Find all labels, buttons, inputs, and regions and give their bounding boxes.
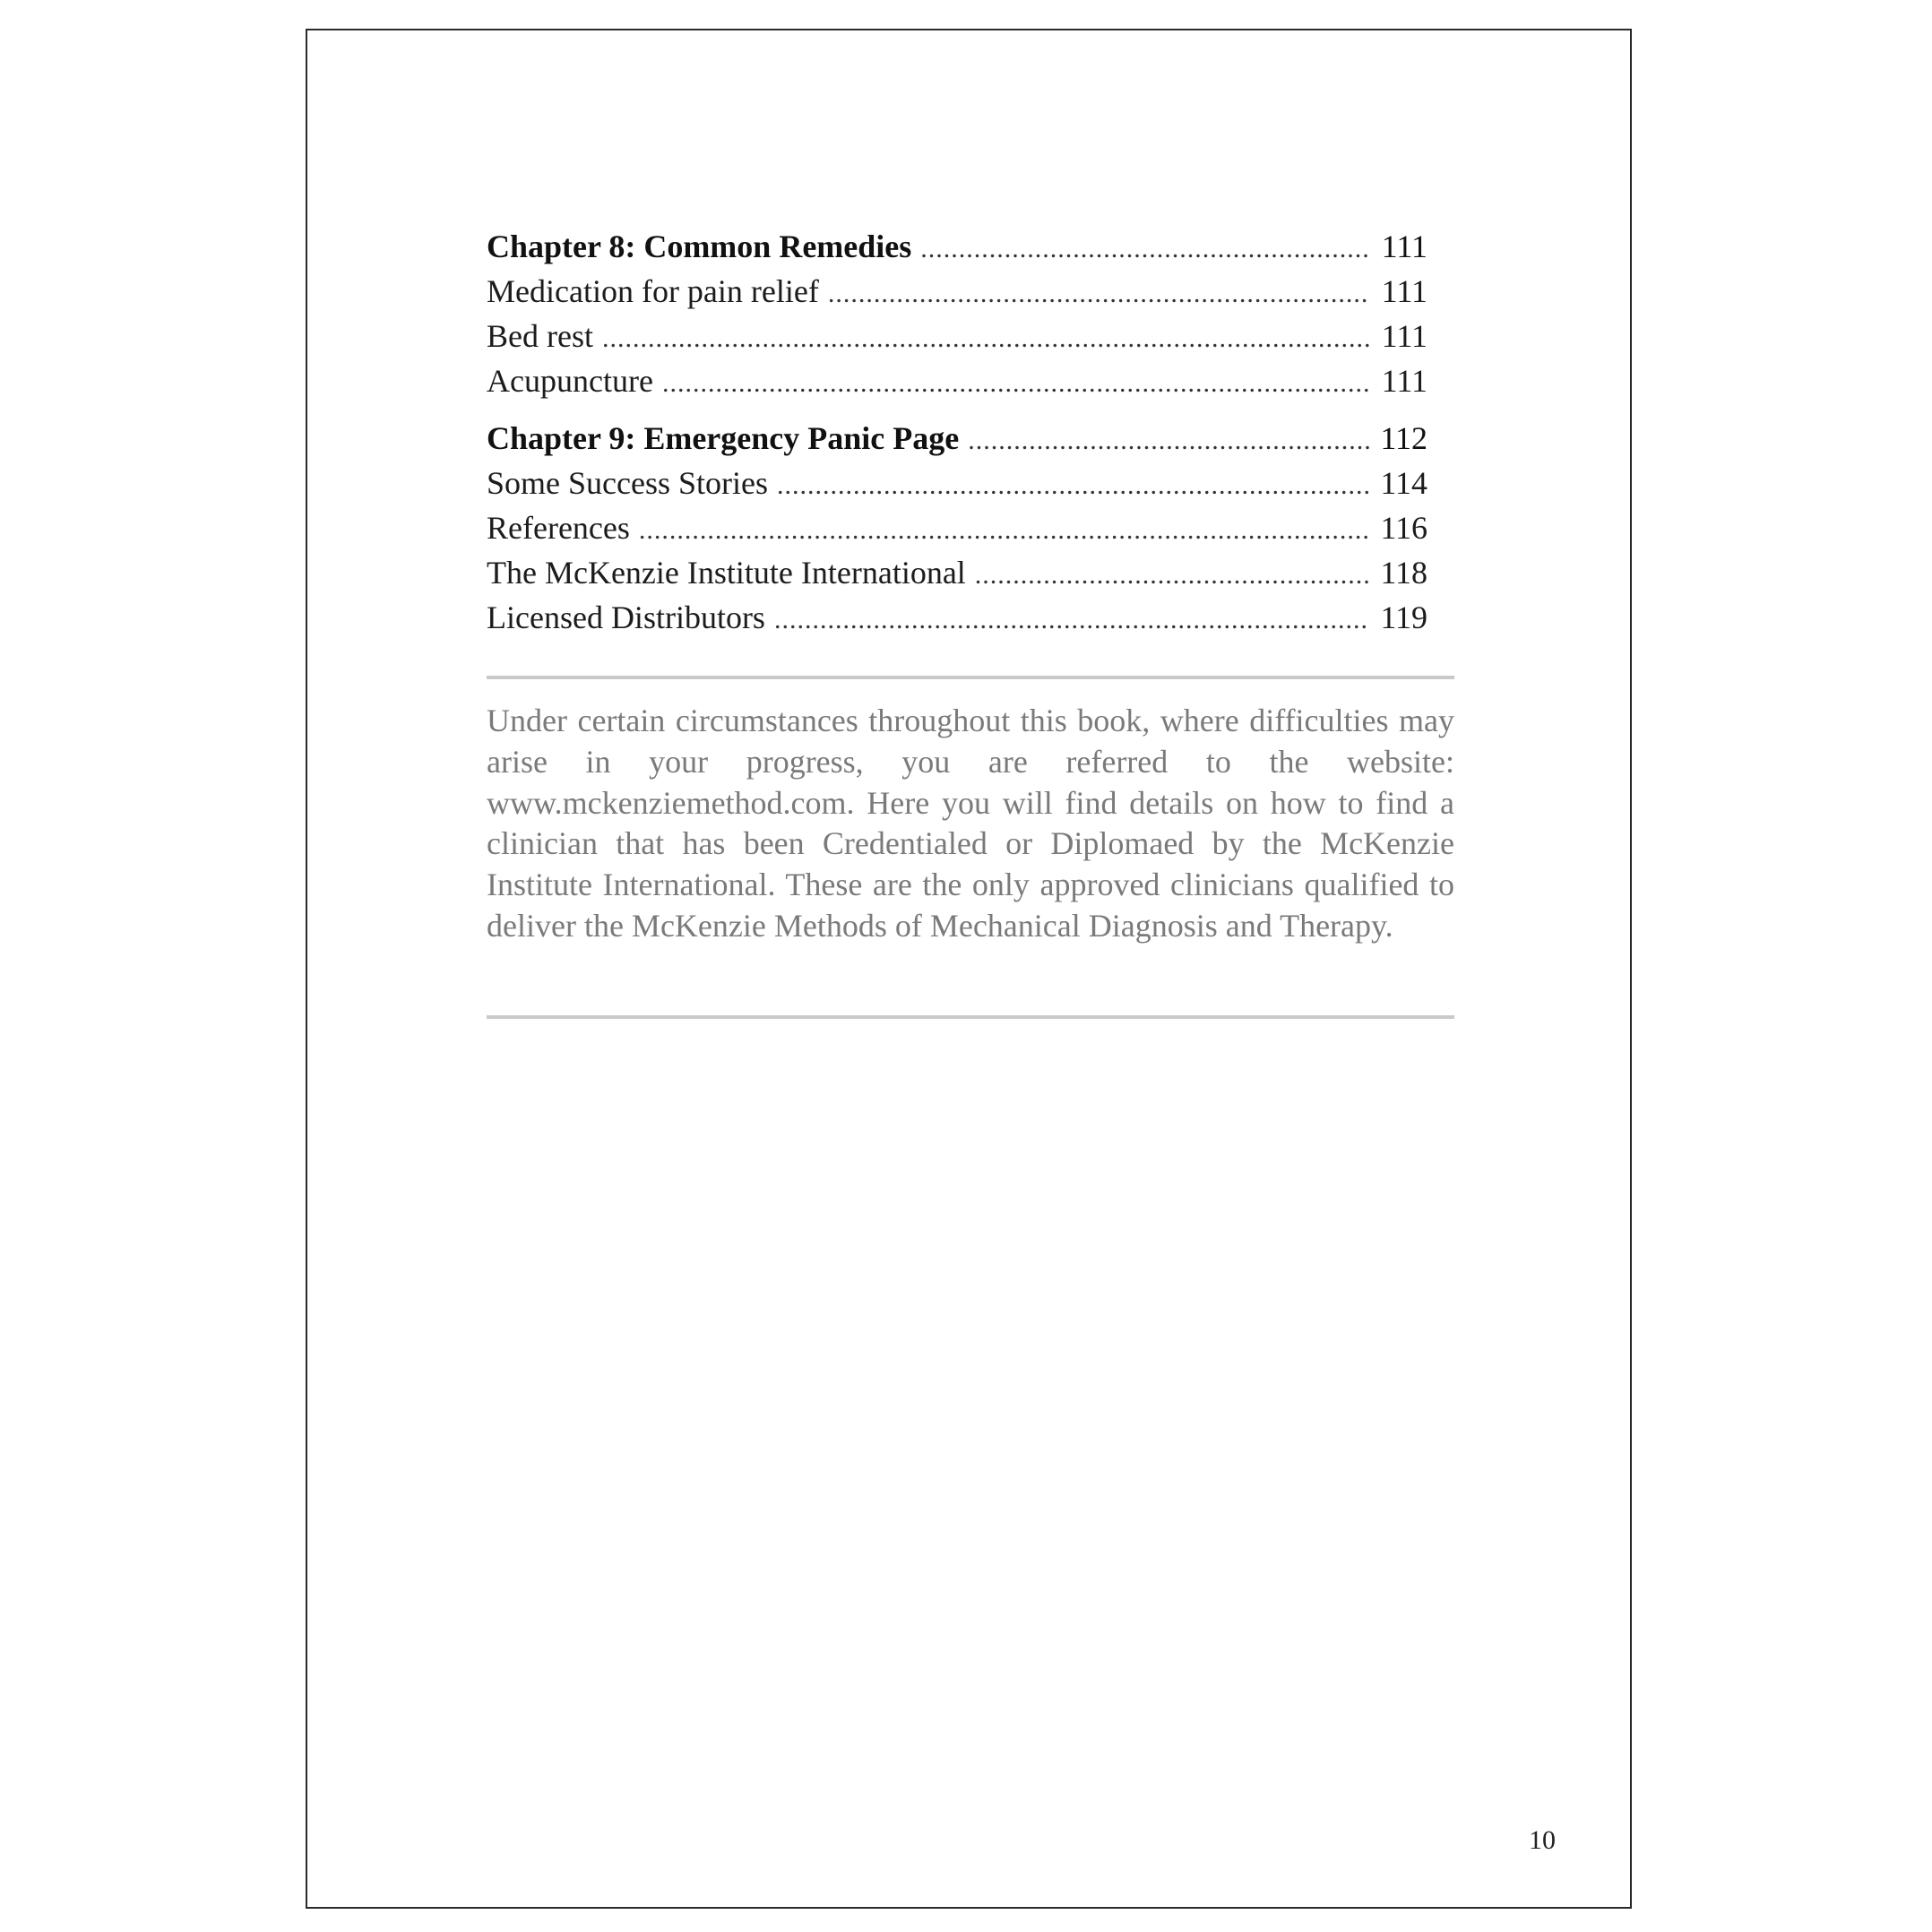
dot-leader	[968, 426, 1370, 456]
toc-entry-page: 111	[1381, 273, 1427, 309]
dot-leader	[639, 515, 1370, 546]
website-notice-paragraph: Under certain circumstances throughout this book, where difficulties may arise in your progress, you are referred to the website: www.mckenziemethod.com. Here you will find details on how to find a clinician that has been Credentialed or Diplomaed by the McKenzie Institute International. These are the only approved clinicians qualified to deliver the McKenzie Methods of Mechanical Diagnosis and Therapy.	[487, 703, 1454, 944]
top-divider	[487, 676, 1454, 679]
toc-entry-title: Some Success Stories	[487, 465, 768, 501]
toc-entry-title: Chapter 8: Common Remedies	[487, 229, 912, 264]
page-number: 10	[1529, 1825, 1556, 1855]
toc-entry-title: Chapter 9: Emergency Panic Page	[487, 420, 960, 456]
toc-entry-page: 111	[1381, 318, 1427, 354]
toc-entry-title: References	[487, 510, 630, 546]
toc-entry-page: 119	[1380, 599, 1427, 635]
table-of-contents	[487, 228, 1427, 643]
dot-leader	[920, 234, 1370, 264]
toc-entry-title: Licensed Distributors	[487, 599, 765, 635]
toc-entry-title: Medication for pain relief	[487, 273, 819, 309]
toc-entry-bed-rest[interactable]	[487, 317, 1427, 362]
toc-entry-page: 111	[1381, 363, 1427, 399]
toc-entry-medication[interactable]	[487, 272, 1427, 317]
dot-leader	[975, 560, 1370, 591]
toc-entry-chapter-8[interactable]	[487, 228, 1427, 272]
dot-leader	[602, 323, 1370, 354]
toc-entry-page: 111	[1381, 229, 1427, 264]
toc-entry-page: 114	[1380, 465, 1427, 501]
toc-entry-page: 112	[1380, 420, 1427, 456]
toc-entry-references[interactable]	[487, 509, 1427, 554]
dot-leader	[828, 279, 1370, 309]
toc-entry-title: The McKenzie Institute International	[487, 555, 966, 591]
dot-leader	[777, 470, 1370, 501]
toc-entry-licensed-distributors[interactable]	[487, 599, 1427, 643]
document-page	[306, 29, 1632, 1909]
toc-entry-acupuncture[interactable]	[487, 362, 1427, 407]
toc-entry-title: Acupuncture	[487, 363, 653, 399]
toc-entry-success-stories[interactable]	[487, 464, 1427, 509]
toc-entry-title: Bed rest	[487, 318, 593, 354]
dot-leader	[662, 368, 1370, 399]
toc-entry-page: 116	[1380, 510, 1427, 546]
toc-entry-page: 118	[1380, 555, 1427, 591]
toc-entry-chapter-9[interactable]	[487, 419, 1427, 464]
dot-leader	[774, 605, 1370, 635]
bottom-divider	[487, 1015, 1454, 1019]
toc-entry-mckenzie-institute[interactable]	[487, 554, 1427, 599]
